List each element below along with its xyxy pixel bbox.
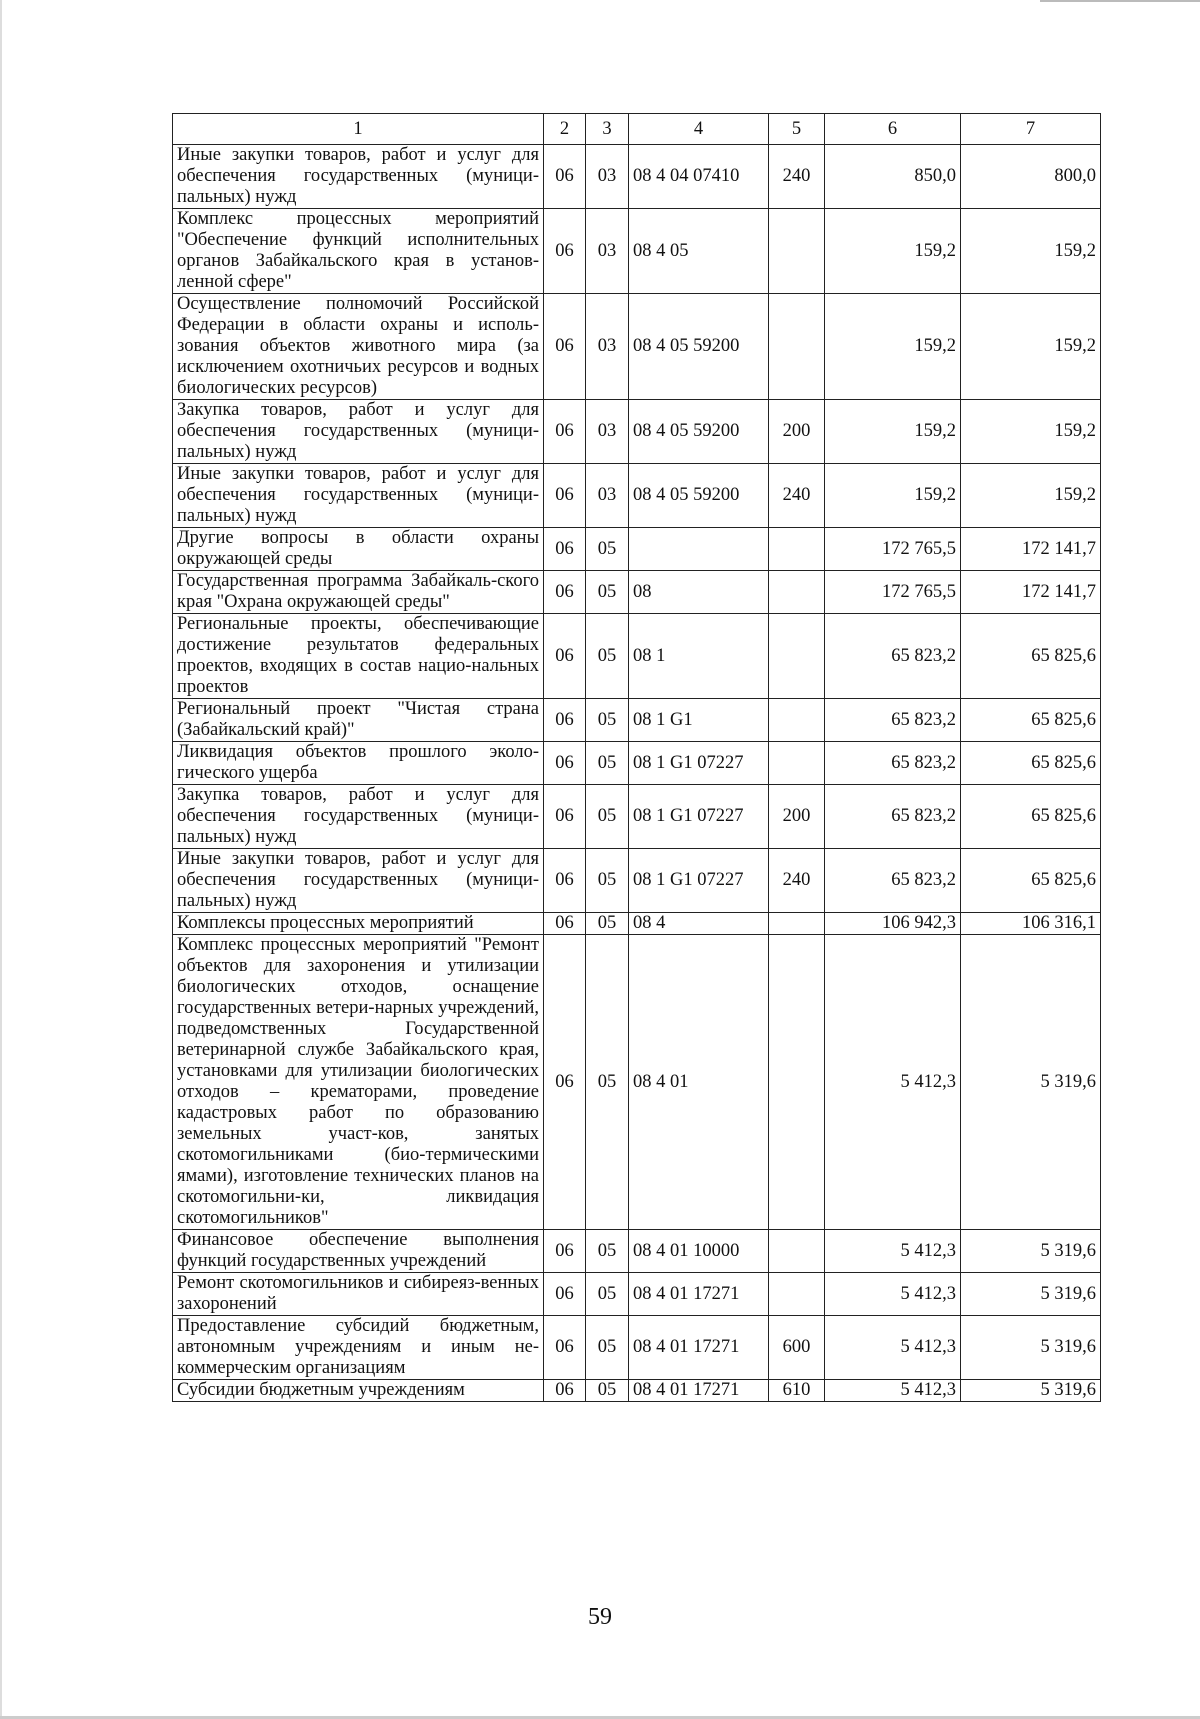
row-expense-type [769, 294, 825, 400]
row-amount-7: 65 825,6 [961, 785, 1101, 849]
row-target-code: 08 4 01 10000 [629, 1230, 769, 1273]
row-expense-type [769, 699, 825, 742]
row-subsection: 03 [586, 400, 629, 464]
table-row [173, 294, 1101, 400]
row-name: Иные закупки товаров, работ и услуг для обеспечения государственных (муници-пальных) нужд [173, 145, 544, 209]
row-section: 06 [544, 913, 586, 935]
table-row [173, 1380, 1101, 1402]
row-target-code: 08 4 01 17271 [629, 1316, 769, 1380]
table-row [173, 742, 1101, 785]
table-row [173, 614, 1101, 699]
row-subsection: 05 [586, 849, 629, 913]
row-amount-7: 159,2 [961, 294, 1101, 400]
row-amount-7: 5 319,6 [961, 1380, 1101, 1402]
row-amount-6: 5 412,3 [825, 1230, 961, 1273]
row-amount-7: 65 825,6 [961, 849, 1101, 913]
row-amount-6: 172 765,5 [825, 528, 961, 571]
row-section: 06 [544, 1273, 586, 1316]
row-subsection: 05 [586, 742, 629, 785]
row-target-code: 08 4 04 07410 [629, 145, 769, 209]
row-subsection: 05 [586, 614, 629, 699]
row-name: Предоставление субсидий бюджетным, автономным учреждениям и иным не-коммерческим организациям [173, 1316, 544, 1380]
row-subsection: 03 [586, 209, 629, 294]
row-target-code: 08 4 05 59200 [629, 400, 769, 464]
header-col-1: 1 [173, 114, 544, 145]
row-expense-type [769, 571, 825, 614]
row-target-code [629, 528, 769, 571]
row-amount-6: 65 823,2 [825, 785, 961, 849]
row-expense-type [769, 1230, 825, 1273]
row-name: Осуществление полномочий Российской Федерации в области охраны и исполь-зования объектов животного мира (за исключением охотничьих ресурсов и водных биологических ресурсов) [173, 294, 544, 400]
row-expense-type [769, 614, 825, 699]
row-name: Ликвидация объектов прошлого эколо-гического ущерба [173, 742, 544, 785]
row-section: 06 [544, 614, 586, 699]
row-section: 06 [544, 145, 586, 209]
row-target-code: 08 1 G1 07227 [629, 849, 769, 913]
row-expense-type: 240 [769, 849, 825, 913]
row-name: Региональные проекты, обеспечивающие достижение результатов федеральных проектов, входящих в состав нацио-нальных проектов [173, 614, 544, 699]
table-row [173, 209, 1101, 294]
row-subsection: 05 [586, 1380, 629, 1402]
header-col-4: 4 [629, 114, 769, 145]
row-expense-type: 610 [769, 1380, 825, 1402]
row-amount-6: 172 765,5 [825, 571, 961, 614]
table-row [173, 1230, 1101, 1273]
row-section: 06 [544, 935, 586, 1230]
row-amount-6: 5 412,3 [825, 1380, 961, 1402]
row-amount-6: 65 823,2 [825, 614, 961, 699]
row-expense-type: 200 [769, 785, 825, 849]
row-expense-type: 200 [769, 400, 825, 464]
row-expense-type [769, 528, 825, 571]
page-number: 59 [588, 1604, 612, 1630]
row-expense-type [769, 935, 825, 1230]
table-row [173, 785, 1101, 849]
row-subsection: 03 [586, 294, 629, 400]
header-col-2: 2 [544, 114, 586, 145]
row-amount-7: 172 141,7 [961, 528, 1101, 571]
row-amount-7: 159,2 [961, 209, 1101, 294]
row-expense-type [769, 1273, 825, 1316]
row-name: Закупка товаров, работ и услуг для обеспечения государственных (муници-пальных) нужд [173, 400, 544, 464]
row-target-code: 08 1 G1 07227 [629, 785, 769, 849]
row-target-code: 08 4 01 [629, 935, 769, 1230]
row-subsection: 05 [586, 785, 629, 849]
row-expense-type: 240 [769, 145, 825, 209]
row-target-code: 08 4 05 [629, 209, 769, 294]
row-amount-6: 65 823,2 [825, 742, 961, 785]
scan-edge-left [0, 0, 2, 1719]
row-section: 06 [544, 209, 586, 294]
row-name: Финансовое обеспечение выполнения функций государственных учреждений [173, 1230, 544, 1273]
header-col-5: 5 [769, 114, 825, 145]
row-amount-7: 65 825,6 [961, 614, 1101, 699]
row-section: 06 [544, 785, 586, 849]
row-name: Иные закупки товаров, работ и услуг для обеспечения государственных (муници-пальных) нужд [173, 849, 544, 913]
row-amount-6: 159,2 [825, 400, 961, 464]
row-amount-7: 5 319,6 [961, 935, 1101, 1230]
row-amount-7: 65 825,6 [961, 742, 1101, 785]
row-amount-7: 5 319,6 [961, 1273, 1101, 1316]
row-amount-7: 5 319,6 [961, 1316, 1101, 1380]
table-row [173, 528, 1101, 571]
row-section: 06 [544, 849, 586, 913]
row-name: Государственная программа Забайкаль-ского края "Охрана окружающей среды" [173, 571, 544, 614]
row-target-code: 08 4 01 17271 [629, 1380, 769, 1402]
row-amount-6: 65 823,2 [825, 699, 961, 742]
header-col-6: 6 [825, 114, 961, 145]
row-subsection: 05 [586, 528, 629, 571]
row-section: 06 [544, 571, 586, 614]
row-name: Субсидии бюджетным учреждениям [173, 1380, 544, 1402]
row-name: Комплекс процессных мероприятий "Ремонт объектов для захоронения и утилизации биологических отходов, оснащение государственных ветери-нарных учреждений, подведомственных Государственной ветеринарной службе Забайкальского края, установками для утилизации биологических отходов – крематорами, проведение кадастровых работ по образованию земельных участ-ков, занятых скотомогильниками (био-термическими ямами), изготовление технических планов на скотомогильни-ки, ликвидация скотомогильников" [173, 935, 544, 1230]
row-amount-6: 65 823,2 [825, 849, 961, 913]
row-subsection: 05 [586, 1316, 629, 1380]
row-expense-type [769, 913, 825, 935]
row-section: 06 [544, 464, 586, 528]
row-subsection: 05 [586, 699, 629, 742]
row-section: 06 [544, 1316, 586, 1380]
row-amount-6: 850,0 [825, 145, 961, 209]
row-subsection: 05 [586, 935, 629, 1230]
row-amount-6: 106 942,3 [825, 913, 961, 935]
budget-table [172, 113, 1101, 1402]
row-subsection: 05 [586, 1273, 629, 1316]
table-row [173, 400, 1101, 464]
table-row [173, 1316, 1101, 1380]
row-name: Комплексы процессных мероприятий [173, 913, 544, 935]
row-amount-6: 159,2 [825, 294, 961, 400]
row-name: Закупка товаров, работ и услуг для обеспечения государственных (муници-пальных) нужд [173, 785, 544, 849]
row-subsection: 05 [586, 1230, 629, 1273]
row-amount-6: 159,2 [825, 464, 961, 528]
row-subsection: 05 [586, 571, 629, 614]
row-target-code: 08 4 05 59200 [629, 464, 769, 528]
scan-edge-top-right [1040, 0, 1200, 2]
row-amount-7: 159,2 [961, 464, 1101, 528]
row-section: 06 [544, 528, 586, 571]
row-amount-6: 159,2 [825, 209, 961, 294]
row-amount-7: 5 319,6 [961, 1230, 1101, 1273]
table-header-row [173, 114, 1101, 145]
row-section: 06 [544, 400, 586, 464]
row-subsection: 05 [586, 913, 629, 935]
row-name: Другие вопросы в области охраны окружающей среды [173, 528, 544, 571]
row-name: Региональный проект "Чистая страна (Забайкальский край)" [173, 699, 544, 742]
row-name: Иные закупки товаров, работ и услуг для обеспечения государственных (муници-пальных) нужд [173, 464, 544, 528]
row-amount-7: 800,0 [961, 145, 1101, 209]
table-row [173, 1273, 1101, 1316]
table-row [173, 145, 1101, 209]
row-section: 06 [544, 1230, 586, 1273]
row-section: 06 [544, 742, 586, 785]
row-section: 06 [544, 294, 586, 400]
row-amount-6: 5 412,3 [825, 1316, 961, 1380]
row-target-code: 08 4 05 59200 [629, 294, 769, 400]
row-subsection: 03 [586, 145, 629, 209]
table-row [173, 464, 1101, 528]
row-name: Ремонт скотомогильников и сибиреяз-венных захоронений [173, 1273, 544, 1316]
table-row [173, 571, 1101, 614]
row-expense-type: 600 [769, 1316, 825, 1380]
row-expense-type [769, 209, 825, 294]
row-amount-7: 159,2 [961, 400, 1101, 464]
row-amount-6: 5 412,3 [825, 1273, 961, 1316]
row-amount-7: 106 316,1 [961, 913, 1101, 935]
row-target-code: 08 [629, 571, 769, 614]
row-amount-7: 65 825,6 [961, 699, 1101, 742]
row-target-code: 08 4 01 17271 [629, 1273, 769, 1316]
header-col-3: 3 [586, 114, 629, 145]
row-amount-6: 5 412,3 [825, 935, 961, 1230]
row-name: Комплекс процессных мероприятий "Обеспечение функций исполнительных органов Забайкальского края в установ-ленной сфере" [173, 209, 544, 294]
row-target-code: 08 4 [629, 913, 769, 935]
row-amount-7: 172 141,7 [961, 571, 1101, 614]
row-target-code: 08 1 G1 07227 [629, 742, 769, 785]
table-row [173, 699, 1101, 742]
header-col-7: 7 [961, 114, 1101, 145]
row-section: 06 [544, 1380, 586, 1402]
table-row [173, 935, 1101, 1230]
row-target-code: 08 1 [629, 614, 769, 699]
table-row [173, 849, 1101, 913]
row-target-code: 08 1 G1 [629, 699, 769, 742]
row-subsection: 03 [586, 464, 629, 528]
row-expense-type: 240 [769, 464, 825, 528]
row-expense-type [769, 742, 825, 785]
row-section: 06 [544, 699, 586, 742]
table-row [173, 913, 1101, 935]
